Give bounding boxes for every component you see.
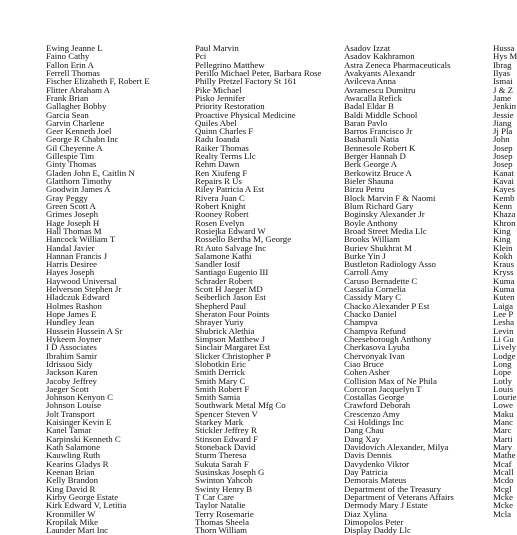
name-entry: Sandler Iosif xyxy=(195,259,241,270)
name-entry: Jaeger Scott xyxy=(46,383,89,394)
name-entry: Lodge xyxy=(493,350,516,361)
name-entry: Li Gu xyxy=(493,333,514,344)
name-entry: Collision Max of Ne Phila xyxy=(344,375,437,386)
name-entry: Block Marvin F & Naomi xyxy=(344,192,436,203)
name-entry: Mcla xyxy=(493,508,512,519)
name-entry: Ilyas xyxy=(493,67,511,78)
name-entry: Avakyants Alexandr xyxy=(344,67,416,78)
name-entry: Bustleton Radiology Asso xyxy=(344,259,436,270)
name-entry: Simpson Matthew J xyxy=(195,333,265,344)
name-entry: Handal Javier xyxy=(46,242,95,253)
name-entry: Ewing Jeanne L xyxy=(46,43,103,53)
name-entry: Slobotkin Eric xyxy=(195,358,247,369)
name-entry: Gillespie Tim xyxy=(46,151,95,162)
name-entry: Smith Derrick xyxy=(195,367,246,378)
name-entry: Carroll Amy xyxy=(344,267,389,278)
name-entry: Berkowitz Bruce A xyxy=(344,167,412,178)
name-entry: Harris Desiree xyxy=(46,259,98,270)
name-entry: Lee P xyxy=(493,309,514,319)
name-entry: Brooks William xyxy=(344,234,400,245)
name-entry: Hannan Francis J xyxy=(46,250,108,261)
name-entry: Broad Street Media Llc xyxy=(344,225,427,236)
name-entry: Kath Salamone xyxy=(46,442,100,452)
name-entry: Kenn xyxy=(493,200,513,211)
name-entry: I D Associates xyxy=(46,342,97,353)
name-entry: Green Scott A xyxy=(46,200,96,211)
name-entry: Davidovich Alexander, Milya xyxy=(344,442,449,452)
name-entry: Quinn Charles F xyxy=(195,126,254,137)
name-entry: Kuma xyxy=(493,284,515,295)
name-entry: Crescenzo Amy xyxy=(344,408,400,419)
name-entry: Rosen Evelyn xyxy=(195,217,245,228)
name-entry: Crawford Deborah xyxy=(344,400,411,411)
name-entry: Repairs R Us xyxy=(195,176,242,186)
name-entry: Smith Robert F xyxy=(195,383,250,394)
name-entry: Geer Kenneth Joel xyxy=(46,126,112,137)
name-entry: Schrader Robert xyxy=(195,275,253,286)
name-entry: Sinclair Margaret Est xyxy=(195,342,271,353)
name-entry: Philly Pretzel Factory St 161 xyxy=(195,76,297,87)
name-entry: Boyle Anthony xyxy=(344,217,398,228)
name-entry: Southwark Metal Mfg Co xyxy=(195,400,286,411)
name-entry: Shubrick Alethia xyxy=(195,325,255,336)
name-entry: Ismai xyxy=(493,76,513,87)
name-entry: Taylor Natalie xyxy=(195,500,246,511)
name-entry: Kauwling Ruth xyxy=(46,450,101,461)
name-entry: Chacko Daniel xyxy=(344,309,397,319)
name-entry: Gallagher Bobby xyxy=(46,101,107,112)
name-entry: Jessie xyxy=(493,109,514,120)
name-entry: Rossello Bertha M, George xyxy=(195,234,292,245)
name-entry: Gray Peggy xyxy=(46,192,88,203)
name-entry: Asadov Izzat xyxy=(344,43,391,53)
name-entry: Kayes xyxy=(493,184,515,195)
name-entry: Ibrag xyxy=(493,59,512,70)
name-entry: Baldi Middle School xyxy=(344,109,418,120)
name-entry: Rehm Dawn xyxy=(195,159,240,170)
name-entry: Marti xyxy=(493,433,513,444)
name-entry: T Car Care xyxy=(195,491,234,502)
name-entry: Realty Terms Llc xyxy=(195,151,256,162)
name-entry: Dimopolos Peter xyxy=(344,516,404,527)
name-entry: Avramescu Dumitru xyxy=(344,84,416,95)
name-entry: Shrayer Yuriy xyxy=(195,317,244,328)
name-entry: Dang Chau xyxy=(344,425,384,436)
name-entry: Astra Zeneca Pharmaceuticals xyxy=(344,59,451,70)
name-entry: Lively xyxy=(493,342,516,353)
name-entry: Manc xyxy=(493,417,514,428)
name-entry: Paul Marvin xyxy=(195,43,239,53)
name-entry: Rt Auto Salvage Inc xyxy=(195,242,267,253)
name-entry: Stoneback David xyxy=(195,442,256,452)
name-entry: Jackson Karen xyxy=(46,367,98,378)
name-entry: Chacko Alexander P Est xyxy=(344,300,430,311)
name-entry: J & Z xyxy=(493,84,514,95)
name-entry: Marc xyxy=(493,425,512,436)
name-entry: Pisko Jennifer xyxy=(195,92,246,103)
name-entry: Jolt Transport xyxy=(46,408,95,419)
name-entry: Hope James E xyxy=(46,309,97,319)
name-entry: Slicker Christopher P xyxy=(195,350,271,361)
name-entry: Hage Joseph H xyxy=(46,217,100,228)
name-entry: Goodwin James A xyxy=(46,184,111,195)
name-entry: Davis Dennis xyxy=(344,450,392,461)
name-entry: Kuten xyxy=(493,292,515,303)
name-entry: Stickler Jeffrey R xyxy=(195,425,257,436)
name-entry: Proactive Physical Medicine xyxy=(195,109,296,120)
name-entry: Burke Yin J xyxy=(344,250,386,261)
name-entry: Corcoran Jacquelyn T xyxy=(344,383,422,394)
name-entry: Champva Refund xyxy=(344,325,406,336)
name-entry: Kemb xyxy=(493,192,515,203)
name-entry: Mcall xyxy=(493,466,514,477)
name-entry: Louis xyxy=(493,383,514,394)
name-entry: Kanel Tamar xyxy=(46,425,92,436)
name-entry: Ferrell Thomas xyxy=(46,67,100,78)
name-entry: George R Chabn Inc xyxy=(46,134,119,145)
name-entry: Quiles Abel xyxy=(195,117,237,128)
name-entry: Johnson Kenyon C xyxy=(46,392,113,403)
name-entry: Radu Ioanda xyxy=(195,134,240,145)
name-entry: Ciao Bruce xyxy=(344,358,384,369)
name-entry: Swinty Henry B xyxy=(195,483,253,494)
name-entry: Mcaf xyxy=(493,458,512,469)
name-entry: Kirk Edward V, Letitia xyxy=(46,500,127,511)
name-entry: Grimes Joseph xyxy=(46,209,99,220)
name-entry: Fischer Elizabeth F, Robert E xyxy=(46,76,150,87)
name-entry: Kaisinger Kevin E xyxy=(46,417,112,428)
name-column-3 xyxy=(344,44,454,534)
name-entry: Boginsky Alexander Jr xyxy=(344,209,425,220)
name-entry: Idrissou Sidy xyxy=(46,358,93,369)
name-entry: Mcgl xyxy=(493,483,512,494)
name-entry: Rivera Juan C xyxy=(195,192,245,203)
name-entry: Berger Hannah D xyxy=(344,151,406,162)
name-entry: Lourie xyxy=(493,392,517,403)
name-entry: Kanat xyxy=(493,167,515,178)
name-entry: Keenan Brian xyxy=(46,466,95,477)
name-entry: Asadov Kakhramon xyxy=(344,51,415,62)
name-entry: Maku xyxy=(493,408,514,419)
name-entry: Hladczuk Edward xyxy=(46,292,110,303)
name-entry: Garvin Charlene xyxy=(46,117,105,128)
name-entry: Kryss xyxy=(493,267,514,278)
name-entry: Haywood Universal xyxy=(46,275,117,286)
name-entry: Jame xyxy=(493,92,512,103)
name-entry: Chervonyak Ivan xyxy=(344,350,405,361)
name-entry: Kraus xyxy=(493,259,515,270)
name-entry: Kavai xyxy=(493,176,515,186)
name-entry: Baran Pavlo xyxy=(344,117,388,128)
name-entry: Cherkasova Lyuba xyxy=(344,342,410,353)
name-entry: Mcke xyxy=(493,500,514,511)
name-entry: Raiker Thomas xyxy=(195,142,249,153)
name-entry: Gladen John E, Caitlin N xyxy=(46,167,135,178)
name-entry: Swinton Yahcob xyxy=(195,475,253,486)
name-entry: Long xyxy=(493,358,512,369)
name-entry: Launder Mart Inc xyxy=(46,525,109,535)
name-entry: Cassidy Mary C xyxy=(344,292,402,303)
name-entry: Mcdo xyxy=(493,475,514,486)
name-entry: Lotly xyxy=(493,375,513,386)
name-entry: Smith Mary C xyxy=(195,375,246,386)
name-entry: Rosiejka Edward W xyxy=(195,225,266,236)
name-entry: Susinskas Joseph G xyxy=(195,466,265,477)
name-entry: Lowe xyxy=(493,400,514,411)
name-entry: Dermody Mary J Estate xyxy=(344,500,428,511)
name-entry: Cassalia Cornelia xyxy=(344,284,406,295)
name-entry: Glatthorn Timothy xyxy=(46,176,112,186)
name-entry: King David R xyxy=(46,483,96,494)
name-entry: Davydenko Viktor xyxy=(344,458,410,469)
name-entry: Badal Eldar B xyxy=(344,101,394,112)
name-entry: Mcke xyxy=(493,491,514,502)
name-entry: Demorais Mateus xyxy=(344,475,407,486)
name-entry: Frank Brian xyxy=(46,92,89,103)
name-entry: Karpinski Kenneth C xyxy=(46,433,121,444)
name-entry: Khron xyxy=(493,217,516,228)
name-entry: Barros Francisco Jr xyxy=(344,126,413,137)
name-entry: Mathe xyxy=(493,450,516,461)
name-entry: Hancock William T xyxy=(46,234,116,245)
name-entry: King xyxy=(493,225,511,236)
name-entry: Sukuta Sarah F xyxy=(195,458,249,469)
name-entry: Perillo Michael Peter, Barbara Rose xyxy=(195,67,322,78)
name-entry: Smith Samia xyxy=(195,392,241,403)
name-entry: Cohen Asher xyxy=(344,367,390,378)
name-entry: Caruso Bernadette C xyxy=(344,275,418,286)
name-entry: Kelly Brandon xyxy=(46,475,99,486)
name-entry: Kokh xyxy=(493,250,513,261)
name-entry: Scott H Jaeger MD xyxy=(195,284,263,295)
name-entry: Shepherd Paul xyxy=(195,300,247,311)
name-entry: Avilceva Anna xyxy=(344,76,396,87)
name-entry: Hall Thomas M xyxy=(46,225,102,236)
name-entry: Cheeseborough Anthony xyxy=(344,333,432,344)
name-entry: Starkey Mark xyxy=(195,417,244,428)
name-entry: Garcia Sean xyxy=(46,109,89,120)
name-entry: Department of the Treasury xyxy=(344,483,441,494)
name-entry: Bennesole Robert K xyxy=(344,142,416,153)
name-entry: Josep xyxy=(493,142,513,153)
name-entry: Gil Cheyenne A xyxy=(46,142,103,153)
name-entry: Ren Xiufeng F xyxy=(195,167,248,178)
name-entry: Jacoby Jeffrey xyxy=(46,375,97,386)
name-entry: Lesha xyxy=(493,317,515,328)
name-entry: Buriev Shukhrat M xyxy=(344,242,412,253)
name-entry: Stinson Edward F xyxy=(195,433,259,444)
name-entry: Kearins Gladys R xyxy=(46,458,109,469)
name-entry: Riley Patricia A Est xyxy=(195,184,265,195)
name-entry: Rooney Robert xyxy=(195,209,249,220)
name-entry: Fallon Erin A xyxy=(46,59,94,70)
name-entry: Josep xyxy=(493,159,513,170)
name-entry: Department of Veterans Affairs xyxy=(344,491,454,502)
name-entry: Sheraton Four Points xyxy=(195,309,270,319)
name-entry: Dang Xay xyxy=(344,433,380,444)
name-entry: Jenkin xyxy=(493,101,516,112)
name-entry: Thomas Sheela xyxy=(195,516,249,527)
name-entry: Spencer Steven V xyxy=(195,408,258,419)
name-entry: Lope xyxy=(493,367,512,378)
name-entry: Terry Rosemarie xyxy=(195,508,254,519)
name-entry: John xyxy=(493,134,510,145)
name-entry: Diaz Xylina xyxy=(344,508,387,519)
name-entry: Hayes Joseph xyxy=(46,267,95,278)
name-entry: Birzu Petru xyxy=(344,184,385,195)
name-entry: Khaza xyxy=(493,209,516,220)
name-entry: Awacalla Refick xyxy=(344,92,403,103)
name-entry: Blum Richard Gary xyxy=(344,200,414,211)
name-entry: Basharuli Natia xyxy=(344,134,399,145)
name-entry: Champva xyxy=(344,317,378,328)
name-entry: Sturm Theresa xyxy=(195,450,247,461)
name-entry: Ibrahim Samir xyxy=(46,350,98,361)
name-entry: King xyxy=(493,234,511,245)
name-entry: Johnson Louise xyxy=(46,400,101,411)
name-column-2 xyxy=(195,44,321,534)
name-entry: Bieler Shauna xyxy=(344,176,394,186)
name-entry: Hussein Hussein A Sr xyxy=(46,325,123,336)
name-entry: Pellegrino Matthew xyxy=(195,59,265,70)
name-entry: Costallas George xyxy=(344,392,405,403)
name-entry: Klein xyxy=(493,242,513,253)
name-entry: Levin xyxy=(493,325,514,336)
name-entry: Kuma xyxy=(493,275,515,286)
name-entry: Mary xyxy=(493,442,513,452)
name-entry: Display Daddy Llc xyxy=(344,525,411,535)
name-entry: Thorn William xyxy=(195,525,248,535)
name-column-1 xyxy=(46,44,150,534)
name-entry: Josep xyxy=(493,151,513,162)
name-entry: Salamone Kathi xyxy=(195,250,252,261)
name-entry: Hys M xyxy=(493,51,517,62)
name-entry: Jj Pla xyxy=(493,126,513,137)
name-entry: Flitter Abraham A xyxy=(46,84,111,95)
name-entry: Seiberlich Jason Est xyxy=(195,292,266,303)
name-entry: Pci xyxy=(195,51,207,62)
name-entry: Kropilak Mike xyxy=(46,516,99,527)
name-entry: Robert Knight xyxy=(195,200,246,211)
name-entry: Day Patricia xyxy=(344,466,388,477)
name-entry: Helverson Stephen Jr xyxy=(46,284,122,295)
name-entry: Holmes Rashon xyxy=(46,300,102,311)
name-entry: Csi Holdings Inc xyxy=(344,417,404,428)
name-entry: Priority Restoration xyxy=(195,101,265,112)
name-entry: Berk George A xyxy=(344,159,398,170)
name-entry: Kirby George Estate xyxy=(46,491,119,502)
name-entry: Pike Michael xyxy=(195,84,242,95)
name-entry: Faino Cathy xyxy=(46,51,90,62)
name-entry: Kronmiller W xyxy=(46,508,96,519)
name-column-4 xyxy=(493,44,517,518)
name-entry: Hundley Jean xyxy=(46,317,95,328)
name-entry: Hykeem Joyner xyxy=(46,333,102,344)
name-entry: Ginty Thomas xyxy=(46,159,97,170)
name-entry: Hussa xyxy=(493,43,515,53)
name-entry: Laiga xyxy=(493,300,514,311)
name-entry: Jiang xyxy=(493,117,512,128)
name-entry: Santiago Eugenio III xyxy=(195,267,269,278)
